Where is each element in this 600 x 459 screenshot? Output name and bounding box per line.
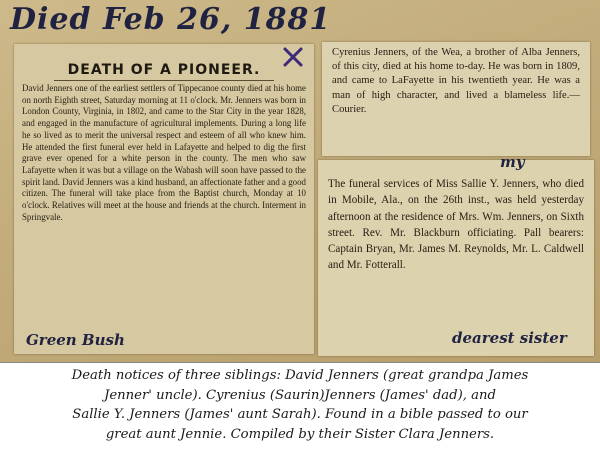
cross-mark-icon	[282, 46, 304, 68]
handwritten-note-my: my	[500, 153, 525, 171]
clipping-body: Cyrenius Jenners, of the Wea, a brother of Alba Jenners, of this city, died at his home to-day. He was born in 1809, and came to LaFayette in his twentieth year. He was a man of high character, and lived a blameless life.—Courier.	[332, 47, 580, 115]
clipping-death-of-pioneer	[14, 44, 314, 354]
clipping-title: DEATH OF A PIONEER.	[67, 62, 261, 78]
handwritten-note-dearest: dearest sister	[452, 329, 567, 347]
died-date-handwriting: Died Feb 26, 1881	[10, 2, 332, 37]
handwritten-note-greenbush: Green Bush	[26, 331, 125, 349]
caption-line: great aunt Jennie. Compiled by their Sister Clara Jenners.	[105, 426, 495, 442]
caption-line: Jenner' uncle). Cyrenius (Saurin)Jenners (James' dad), and	[104, 387, 496, 403]
caption-line: Sallie Y. Jenners (James' aunt Sarah). Found in a bible passed to our	[72, 407, 528, 422]
clipping-body: David Jenners one of the earliest settlers of Tippecanoe county died at his home on north Eighth street, Saturday morning at 11 o'clock. Mr. Jenners was born in London County, Virginia, in 1802, and came to the Star City in the year 1828, and engaged in the manufacture of agricultural implements. During a long life he so lived as to merit the universal respect and esteem of all who knew him. He attended the first funeral ever held in Lafayette and helped to dig the first grave ever opened for a white person in the county. The men who saw Lafayette when it was but a village on the Wabash will soon have passed to the spirit land. David Jenners was a kind husband, an affectionate father and a good citizen. The funeral will take place from the Baptist church, Monday at 10 o'clock. Relatives will meet at the house and friends at the church. Interment in Springvale.	[22, 83, 306, 222]
divider	[0, 362, 600, 363]
clipping-sallie	[318, 160, 594, 356]
clipping-cyrenius	[322, 42, 590, 156]
caption-line: Death notices of three siblings: David Jenners (great grandpa James	[71, 368, 529, 383]
clipping-body: The funeral services of Miss Sallie Y. Jenners, who died in Mobile, Ala., on the 26th inst., was held yesterday afternoon at the residence of Mrs. Wm. Jenners, on Sixth street. Rev. Mr. Blackburn officiating. Pall bearers: Captain Bryan, Mr. James M. Reynolds, Mr. L. Caldwell and Mr. Fotterall.	[328, 178, 584, 272]
title-rule	[54, 80, 274, 81]
photo-caption	[0, 366, 600, 444]
